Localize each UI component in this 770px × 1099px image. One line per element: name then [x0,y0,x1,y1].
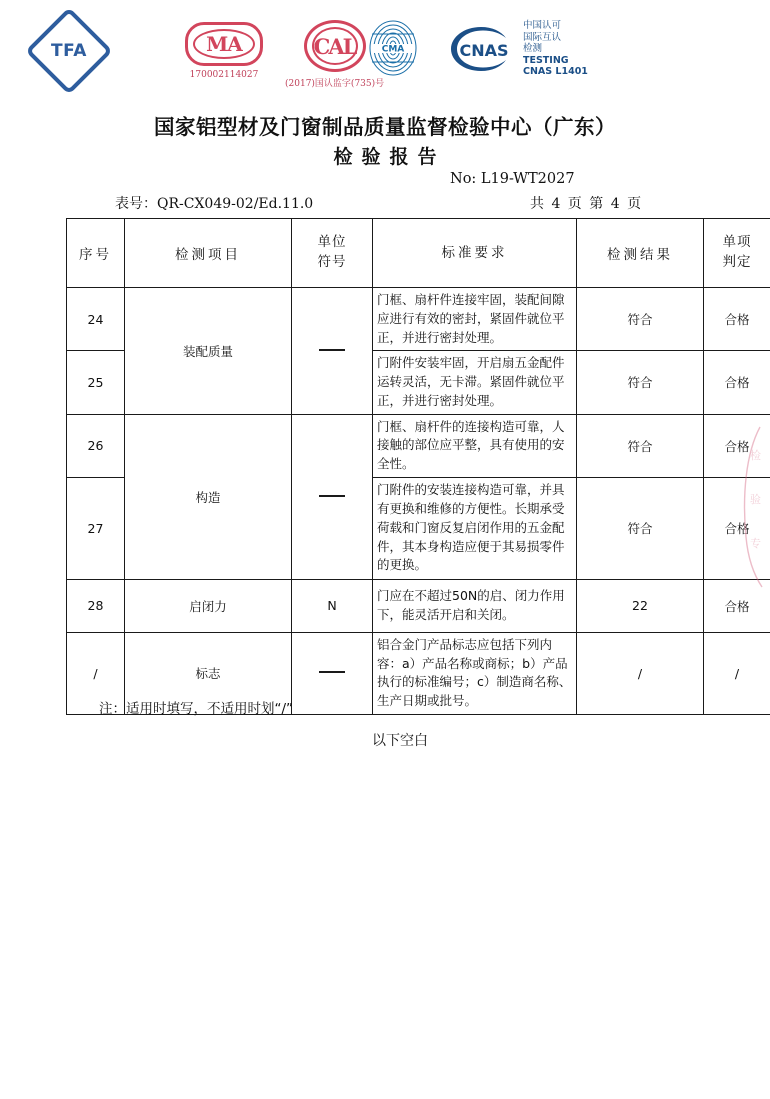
report-number: No: L19-WT2027 [450,171,575,187]
column-header-unit-line2: 符号 [317,254,347,270]
cell-index: 28 [67,579,125,632]
cma-fingerprint-icon [368,20,418,76]
inspection-results-table [66,218,770,715]
cell-item: 构造 [125,414,292,579]
cal-logo-text: CAL [313,33,356,59]
cell-result: / [577,632,704,714]
cell-index: / [67,632,125,714]
table-row [67,414,770,477]
cell-unit [292,414,373,579]
table-header [67,219,770,288]
cell-result: 符合 [577,477,704,579]
cnas-logo-text: CNAS [459,40,509,60]
column-header-verdict-line2: 判定 [722,254,752,270]
page-number: 共 4 页 第 4 页 [530,196,643,212]
tfa-logo [38,20,100,82]
cnas-line-3: 检测 [523,43,543,55]
svg-text:验: 验 [750,493,761,506]
ma-logo-text: MA [206,32,242,56]
logo-strip [0,0,770,100]
tfa-logo-text: TFA [51,40,87,61]
cell-verdict: 合格 [704,288,770,351]
cnas-line-5: CNAS L1401 [523,66,588,78]
cell-index: 25 [67,351,125,414]
unit-dash-icon [319,495,345,497]
cell-index: 24 [67,288,125,351]
cell-result: 符合 [577,288,704,351]
cell-result: 22 [577,579,704,632]
cell-verdict: 合格 [704,351,770,414]
svg-text:专: 专 [750,537,761,550]
cell-index: 26 [67,414,125,477]
form-number: 表号：QR-CX049-02/Ed.11.0 [115,196,314,212]
table-row [67,288,770,351]
cell-requirement: 铝合金门产品标志应包括下列内容：a）产品名称或商标；b）产品执行的标准编号；c）制造商名称、生产日期或批号。 [373,632,577,714]
column-header-requirement: 标准要求 [373,219,577,288]
cell-verdict: 合格 [704,414,770,477]
cell-verdict: 合格 [704,579,770,632]
cell-unit: N [292,579,373,632]
cell-unit [292,288,373,415]
column-header-index: 序号 [67,219,125,288]
column-header-unit-line1: 单位 [317,234,347,251]
column-header-item: 检测项目 [125,219,292,288]
svg-text:CMA: CMA [381,44,405,55]
cell-requirement: 门应在不超过50N的启、闭力作用下，能灵活开启和关闭。 [373,579,577,632]
column-header-verdict-line1: 单项 [722,234,752,251]
cell-result: 符合 [577,351,704,414]
table-note: 注：适用时填写，不适用时划“/” [99,701,294,717]
column-header-unit [292,219,373,288]
cell-requirement: 门附件的安装连接构造可靠，并具有更换和维修的方便性。长期承受荷载和门窗反复启闭作用的五金配件，其本身构造应便于其易损零件的更换。 [373,477,577,579]
cnas-logo [448,20,588,78]
cell-item: 启闭力 [125,579,292,632]
table-row [67,579,770,632]
cell-verdict: / [704,632,770,714]
cal-mark-icon [304,20,366,72]
page-subtitle: 检验报告 [333,146,446,168]
cnas-accreditation-text [523,20,588,78]
cnas-line-4: TESTING [523,54,569,66]
cnas-line-2: 国际互认 [523,31,562,43]
unit-dash-icon [319,349,345,351]
ma-logo [185,22,263,80]
unit-dash-icon [319,671,345,673]
ma-mark-icon [185,22,263,66]
cell-requirement: 门附件安装牢固，开启扇五金配件运转灵活，无卡滞。紧固件就位平正，并进行密封处理。 [373,351,577,414]
column-header-result: 检测结果 [577,219,704,288]
cell-requirement: 门框、扇杆件的连接构造可靠，人接触的部位应平整，具有使用的安全性。 [373,414,577,477]
cell-verdict: 合格 [704,477,770,579]
page-title: 国家铝型材及门窗制品质量监督检验中心（广东） [154,115,616,139]
ma-certificate-number: 170002114027 [189,70,259,80]
svg-text:检: 检 [750,449,761,462]
cell-requirement: 门框、扇杆件连接牢固，装配间隙应进行有效的密封，紧固件就位平正，并进行密封处理。 [373,288,577,351]
column-header-verdict [704,219,770,288]
cell-item: 装配质量 [125,288,292,415]
table-header-row [67,219,770,288]
blank-below-mark: 以下空白 [372,733,428,749]
cell-unit [292,632,373,714]
cell-index: 27 [67,477,125,579]
cnas-line-1: 中国认可 [523,20,562,31]
table-body [67,288,770,715]
cnas-mark-icon [448,25,514,73]
cma-logo [368,20,418,76]
cal-certificate-number: (2017)国认监字(735)号 [285,79,385,89]
cell-item: 标志 [125,632,292,714]
tfa-diamond-icon [25,7,113,95]
cell-result: 符合 [577,414,704,477]
